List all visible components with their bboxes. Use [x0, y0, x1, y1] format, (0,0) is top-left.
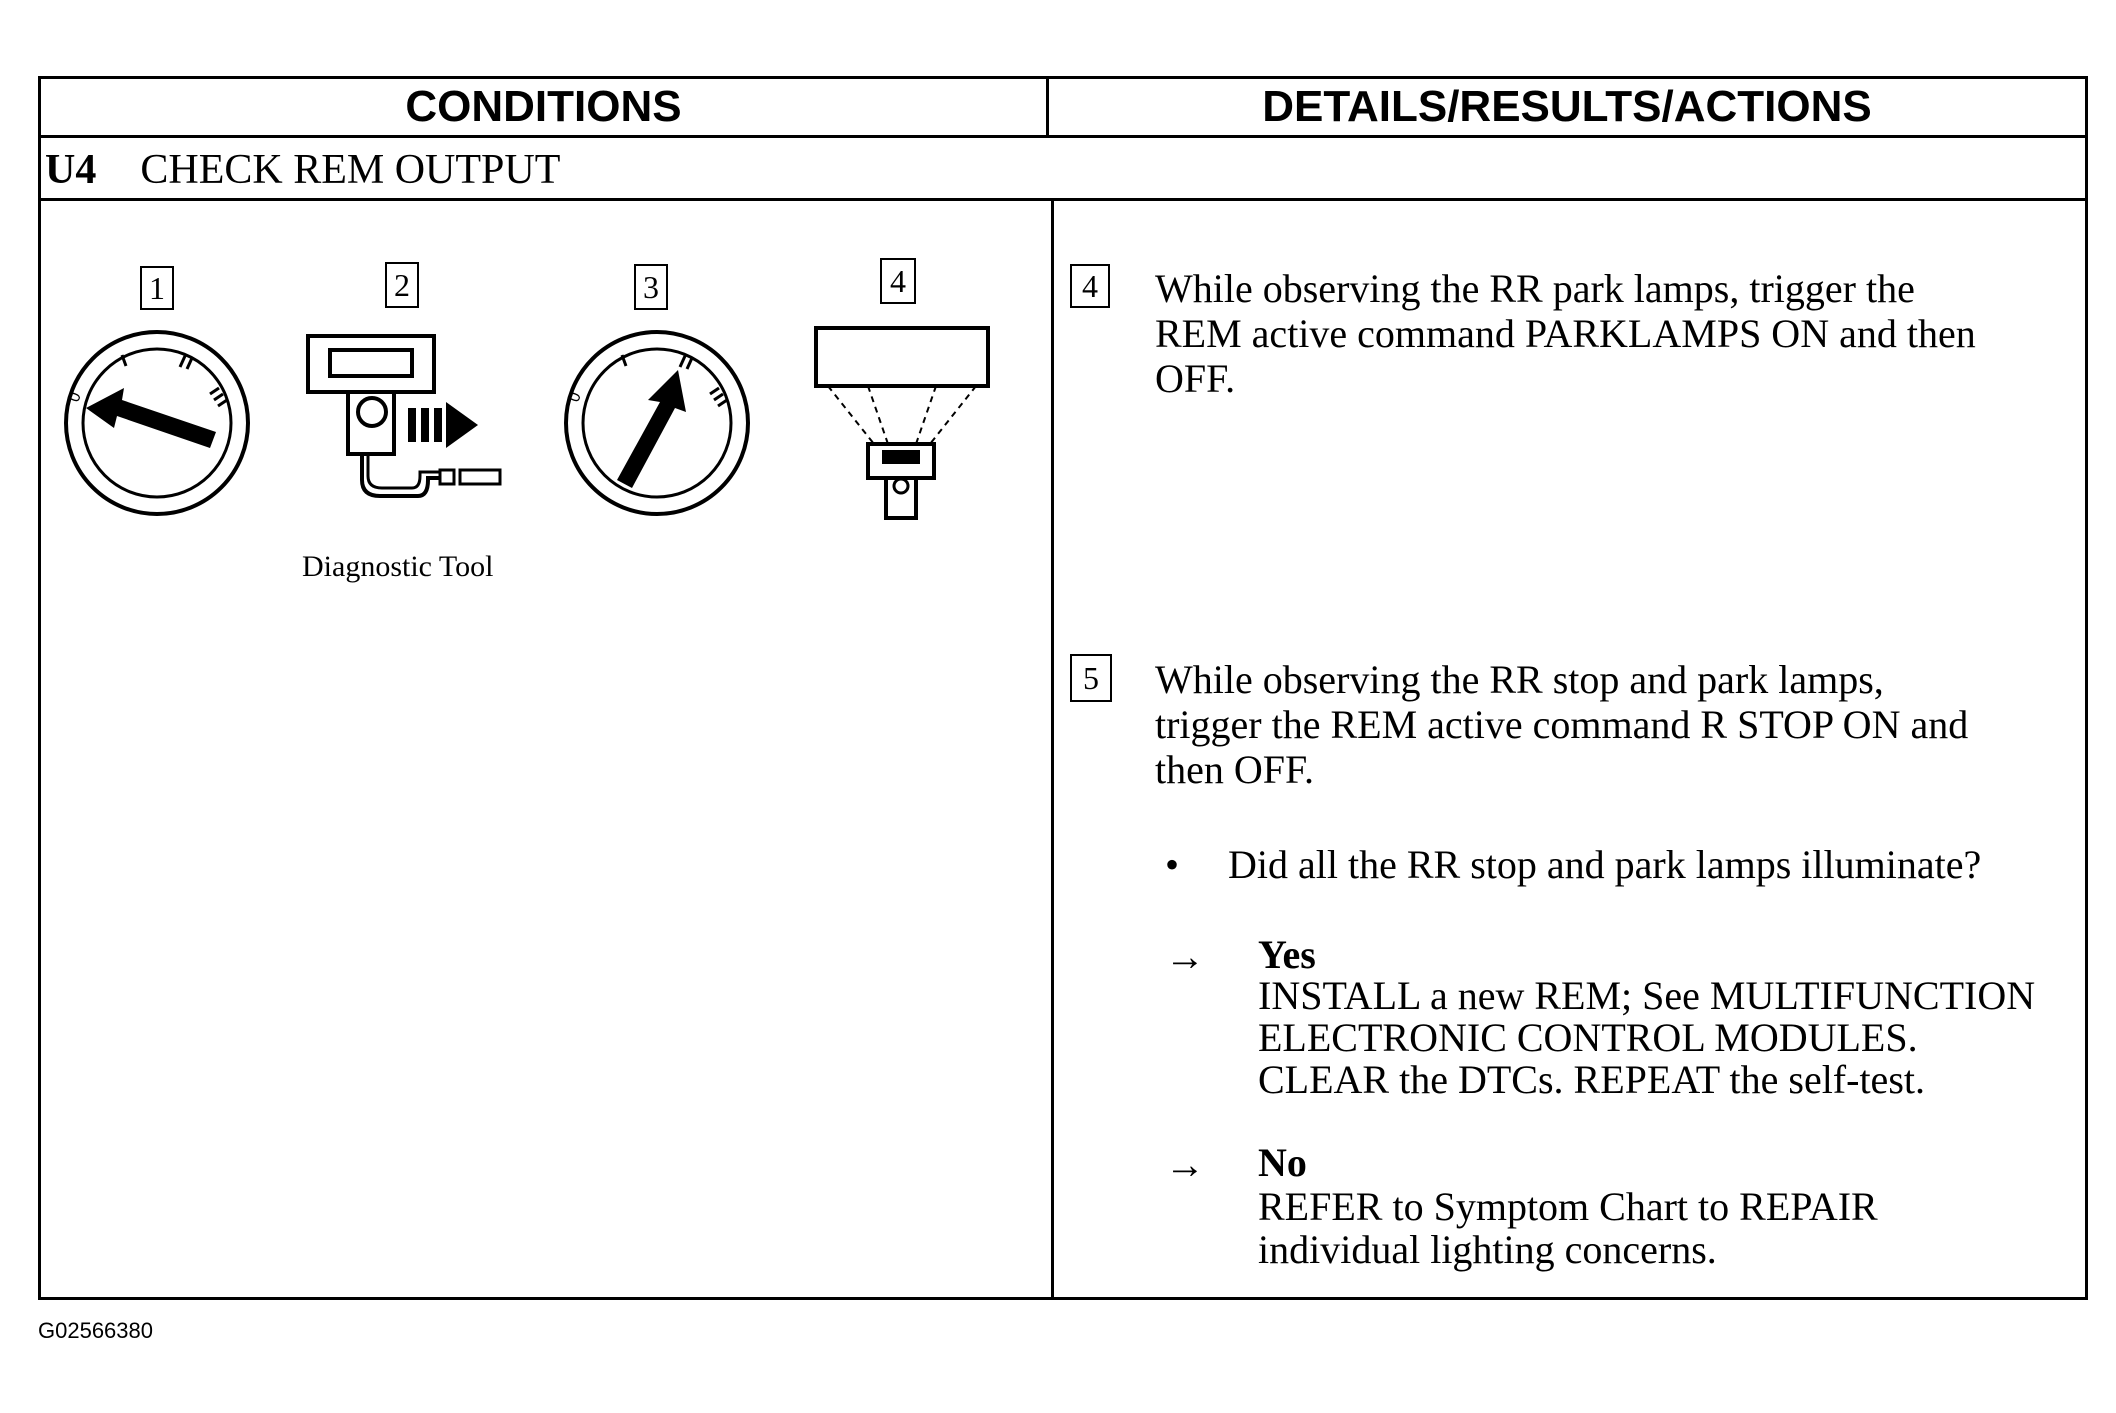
step-code: U4 [45, 147, 97, 193]
no-arrow-icon: → [1165, 1142, 1205, 1187]
ignition-switch-off-icon [62, 328, 252, 518]
header-column-divider [1046, 79, 1049, 135]
no-action-text: REFER to Symptom Chart to REPAIR individual lighting concerns. [1258, 1184, 1878, 1272]
figure-id: G02566380 [38, 1318, 153, 1343]
details-header: DETAILS/RESULTS/ACTIONS [1262, 82, 1872, 131]
body-column-divider [1051, 198, 1054, 1297]
icon-number-3: 3 [634, 264, 668, 310]
icon-number-2: 2 [385, 262, 419, 308]
yes-arrow-icon: → [1165, 934, 1205, 979]
step-title-row [45, 138, 560, 202]
step4-number: 4 [1070, 264, 1110, 308]
diagnostic-tool-connect-icon [300, 330, 510, 520]
icon-number-1: 1 [140, 266, 174, 310]
diagnostic-tool-lamp-icon [808, 322, 996, 522]
conditions-header: CONDITIONS [405, 82, 682, 131]
yes-action-text: INSTALL a new REM; See MULTIFUNCTION ELECTRONIC CONTROL MODULES. CLEAR the DTCs. REPEAT the self-test. [1258, 973, 2036, 1102]
no-label: No [1258, 1140, 1307, 1185]
icon-number-4: 4 [880, 258, 916, 304]
svg-text:0: 0 [65, 390, 85, 405]
step-title: CHECK REM OUTPUT [140, 147, 561, 193]
yes-label: Yes [1258, 932, 1316, 977]
step4-text: While observing the RR park lamps, trigger the REM active command PARKLAMPS ON and then OFF. [1155, 266, 1976, 401]
step5-text: While observing the RR stop and park lamps, trigger the REM active command R STOP ON and then OFF. [1155, 657, 1969, 792]
question-text: Did all the RR stop and park lamps illuminate? [1228, 842, 1982, 887]
ignition-switch-on-icon [562, 328, 752, 518]
diagnostic-tool-label: Diagnostic Tool [302, 550, 494, 583]
step5-number: 5 [1070, 654, 1112, 702]
step-row-divider [41, 198, 2085, 201]
svg-text:0: 0 [565, 390, 585, 405]
bullet-icon: • [1165, 842, 1180, 887]
